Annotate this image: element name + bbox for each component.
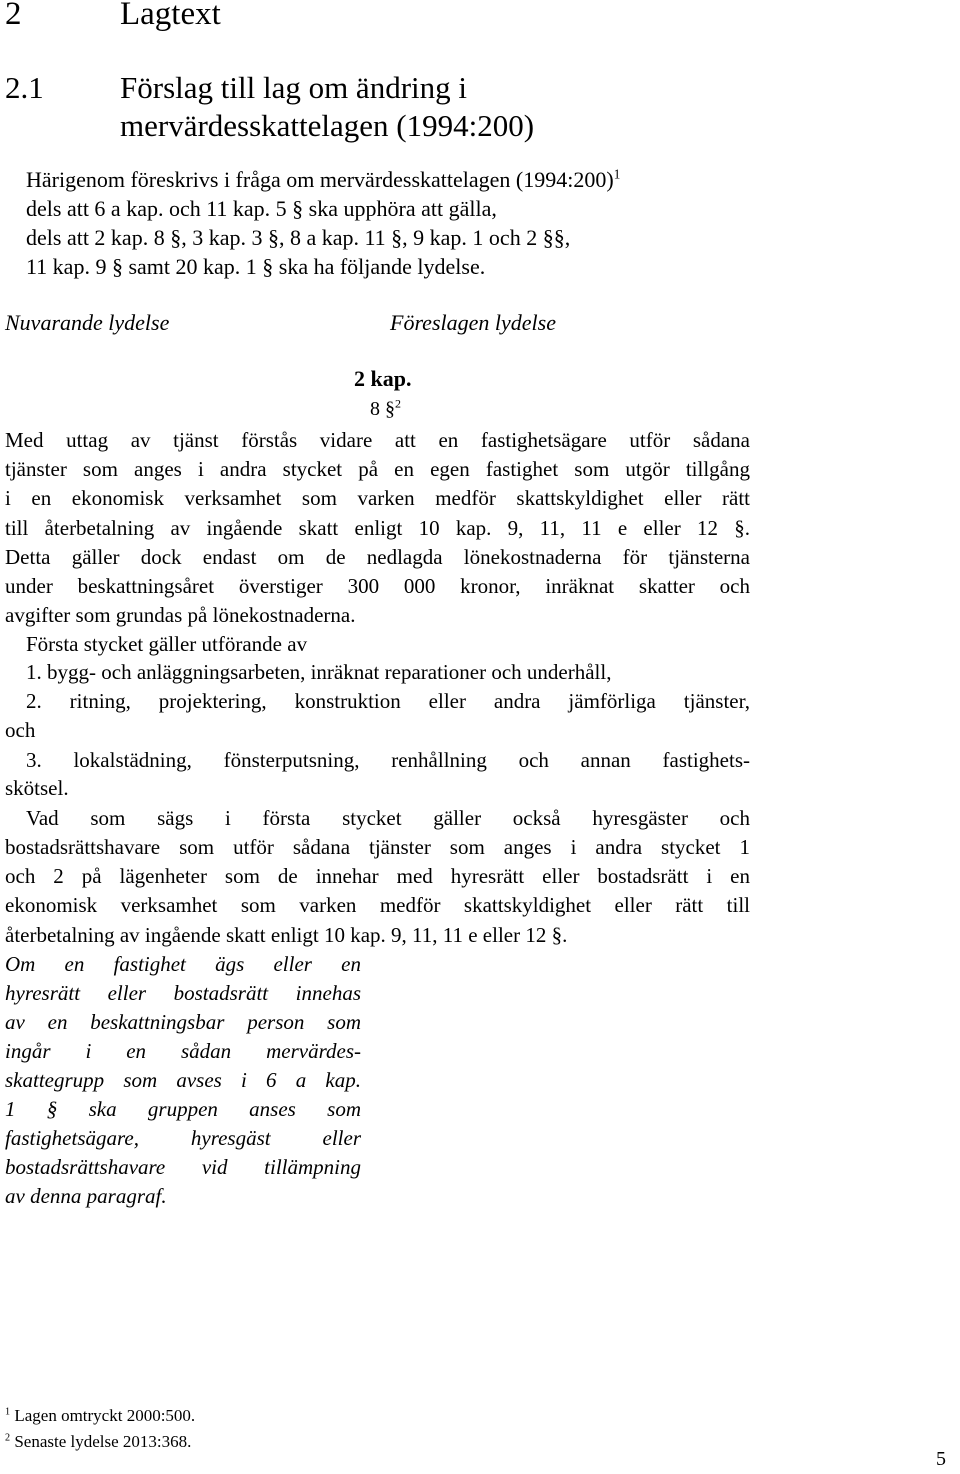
footnote-ref-1: 1: [613, 166, 621, 182]
footnote-2: $^2$ Senaste lydelse 2013:368.: [5, 1432, 192, 1451]
italic-line: ingår i en sådan mervärdes-: [5, 1039, 361, 1063]
intro-line-4: 11 kap. 9 § samt 20 kap. 1 § ska ha följande lydelse.: [26, 254, 486, 279]
subheading-line-2: mervärdesskattelagen (1994:200): [120, 108, 535, 143]
intro-line-2: dels att 6 a kap. och 11 kap. 5 § ska upphöra att gälla,: [26, 196, 497, 221]
column-header-proposed: Föreslagen lydelse: [390, 310, 556, 335]
column-header-current: Nuvarande lydelse: [5, 310, 170, 335]
chapter-heading: 2 kap.: [354, 366, 412, 391]
body-line: till återbetalning av ingående skatt enligt 10 kap. 9, 11, 11 e eller 12 §.: [5, 516, 750, 540]
footnote-1: $^1$ Lagen omtryckt 2000:500.: [5, 1406, 196, 1425]
body-line: avgifter som grundas på lönekostnaderna.: [5, 603, 356, 627]
heading-title: Lagtext: [120, 0, 221, 32]
body-line: under beskattningsåret överstiger 300 000 kronor, inräknat skatter och: [5, 574, 750, 598]
body-line: skötsel.: [5, 776, 69, 800]
intro-line-1: Härigenom föreskrivs i fråga om mervärdesskattelagen (1994:200)$^1$: [26, 166, 621, 192]
footnote-ref-2: 2: [395, 396, 401, 411]
body-line: tjänster som anges i andra stycket på en egen fastighet som utgör tillgång: [5, 457, 750, 481]
italic-line: fastighetsägare, hyresgäst eller: [5, 1126, 361, 1150]
italic-line: 1 § ska gruppen anses som: [5, 1097, 361, 1121]
body-line: Med uttag av tjänst förstås vidare att en fastighetsägare utför sådana: [5, 428, 750, 452]
italic-line: Om en fastighet ägs eller en: [5, 952, 361, 976]
body-line: återbetalning av ingående skatt enligt 10 kap. 9, 11, 11 e eller 12 §.: [5, 923, 568, 947]
body-line: och: [5, 718, 36, 742]
body-line: 1. bygg- och anläggningsarbeten, inräknat reparationer och underhåll,: [26, 660, 612, 684]
body-line: Detta gäller dock endast om de nedlagda lönekostnaderna för tjänsterna: [5, 545, 750, 569]
heading-number: 2: [5, 0, 22, 32]
body-line: och 2 på lägenheter som de innehar med hyresrätt eller bostadsrätt i en: [5, 864, 750, 888]
italic-line: skattegrupp som avses i 6 a kap.: [5, 1068, 361, 1092]
body-line: 3. lokalstädning, fönsterputsning, renhållning och annan fastighets-: [26, 748, 750, 772]
italic-line: av en beskattningsbar person som: [5, 1010, 361, 1034]
body-line: bostadsrättshavare som utför sådana tjänster som anges i andra stycket 1: [5, 835, 750, 859]
italic-line: bostadsrättshavare vid tillämpning: [5, 1155, 361, 1179]
intro-line-3: dels att 2 kap. 8 §, 3 kap. 3 §, 8 a kap. 11 §, 9 kap. 1 och 2 §§,: [26, 225, 571, 250]
italic-line: av denna paragraf.: [5, 1184, 167, 1208]
subheading-line-1: Förslag till lag om ändring i: [120, 70, 467, 105]
body-line: ekonomisk verksamhet som varken medför skattskyldighet eller rätt till: [5, 893, 750, 917]
page-number: 5: [936, 1448, 946, 1470]
italic-line: hyresrätt eller bostadsrätt innehas: [5, 981, 361, 1005]
paragraph-heading: 8 §$^2$: [370, 396, 401, 420]
body-line: Första stycket gäller utförande av: [26, 632, 308, 656]
body-line: 2. ritning, projektering, konstruktion eller andra jämförliga tjänster,: [26, 689, 750, 713]
body-line: Vad som sägs i första stycket gäller också hyresgäster och: [26, 806, 750, 830]
subheading-number: 2.1: [5, 70, 44, 105]
body-line: i en ekonomisk verksamhet som varken medför skattskyldighet eller rätt: [5, 486, 750, 510]
